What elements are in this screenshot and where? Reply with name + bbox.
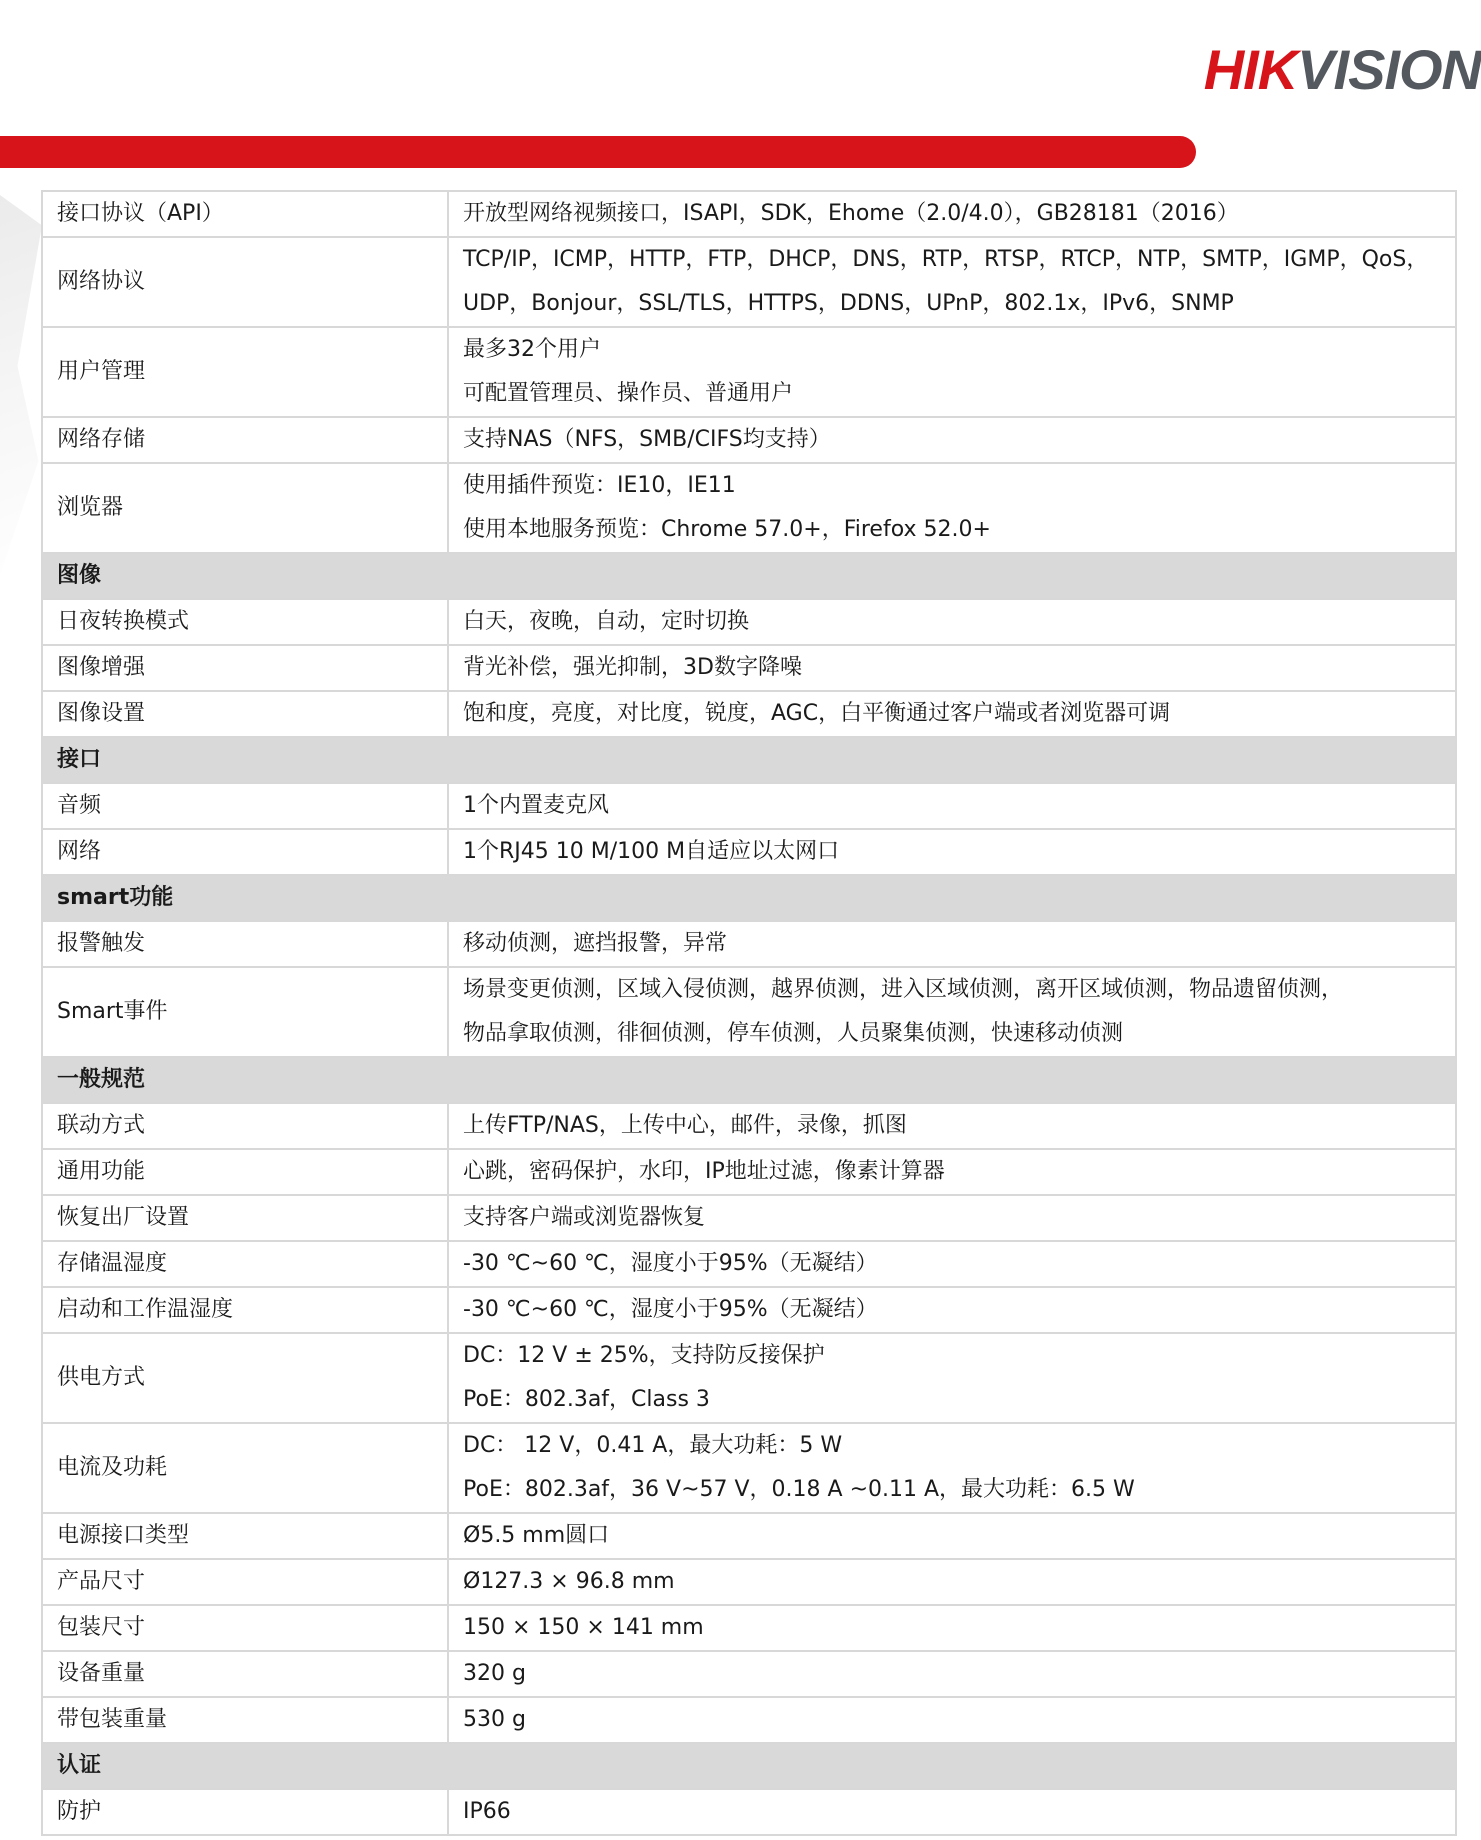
spec-value (448, 1103, 1456, 1149)
spec-row (42, 1241, 1456, 1287)
spec-row (42, 191, 1456, 237)
spec-value (448, 1149, 1456, 1195)
spec-value-line: 支持NAS（NFS，SMB/CIFS均支持） (463, 427, 831, 452)
spec-row (42, 599, 1456, 645)
spec-table-body (42, 191, 1456, 1835)
spec-row (42, 1195, 1456, 1241)
spec-label: 启动和工作温湿度 (42, 1287, 448, 1333)
logo-text-hik: HIK (1203, 38, 1298, 101)
spec-row (42, 1559, 1456, 1605)
spec-value (448, 1605, 1456, 1651)
spec-value-line: -30 ℃~60 ℃，湿度小于95%（无凝结） (463, 1251, 878, 1276)
spec-value (448, 1697, 1456, 1743)
spec-row (42, 237, 1456, 327)
section-title: 一般规范 (42, 1057, 1456, 1103)
spec-label: 用户管理 (42, 327, 448, 417)
spec-value-line: 移动侦测，遮挡报警，异常 (463, 931, 728, 956)
spec-label: 通用功能 (42, 1149, 448, 1195)
spec-label: 浏览器 (42, 463, 448, 553)
spec-value-line: PoE：802.3af，Class 3 (463, 1387, 710, 1412)
spec-label: 网络 (42, 829, 448, 875)
spec-value-line: 可配置管理员、操作员、普通用户 (463, 381, 794, 406)
spec-row (42, 1651, 1456, 1697)
spec-row (42, 921, 1456, 967)
spec-value-line: IP66 (463, 1799, 511, 1824)
spec-value-line: Ø5.5 mm圆口 (463, 1523, 610, 1548)
spec-value-line: -30 ℃~60 ℃，湿度小于95%（无凝结） (463, 1297, 878, 1322)
spec-label: 报警触发 (42, 921, 448, 967)
spec-row (42, 1789, 1456, 1835)
spec-row (42, 417, 1456, 463)
spec-value (448, 1423, 1456, 1513)
spec-row (42, 1697, 1456, 1743)
spec-value (448, 1195, 1456, 1241)
spec-value (448, 921, 1456, 967)
spec-row (42, 1605, 1456, 1651)
spec-label: 电流及功耗 (42, 1423, 448, 1513)
spec-value-line: 物品拿取侦测，徘徊侦测，停车侦测，人员聚集侦测，快速移动侦测 (463, 1021, 1124, 1046)
spec-value (448, 1333, 1456, 1423)
spec-row (42, 967, 1456, 1057)
spec-label: 联动方式 (42, 1103, 448, 1149)
section-header-row (42, 875, 1456, 921)
spec-row (42, 645, 1456, 691)
spec-value (448, 691, 1456, 737)
spec-row (42, 829, 1456, 875)
spec-value (448, 327, 1456, 417)
spec-value-line: TCP/IP，ICMP，HTTP，FTP，DHCP，DNS，RTP，RTSP，RTCP，NTP，SMTP，IGMP，QoS， (463, 247, 1429, 272)
spec-value (448, 783, 1456, 829)
section-header-row (42, 553, 1456, 599)
spec-label: 供电方式 (42, 1333, 448, 1423)
spec-value (448, 417, 1456, 463)
spec-value-line: 上传FTP/NAS，上传中心，邮件，录像，抓图 (463, 1113, 907, 1138)
spec-row (42, 783, 1456, 829)
section-title: 认证 (42, 1743, 1456, 1789)
spec-value-line: Ø127.3 × 96.8 mm (463, 1569, 675, 1594)
spec-label: 日夜转换模式 (42, 599, 448, 645)
spec-value (448, 599, 1456, 645)
spec-label: 存储温湿度 (42, 1241, 448, 1287)
spec-label: 防护 (42, 1789, 448, 1835)
spec-value-line: 1个RJ45 10 M/100 M自适应以太网口 (463, 839, 840, 864)
spec-value-line: 背光补偿，强光抑制，3D数字降噪 (463, 655, 802, 680)
spec-value (448, 237, 1456, 327)
spec-value-line: 支持客户端或浏览器恢复 (463, 1205, 706, 1230)
spec-value-line: DC： 12 V，0.41 A，最大功耗：5 W (463, 1433, 843, 1458)
spec-label: Smart事件 (42, 967, 448, 1057)
spec-value-line: 白天，夜晚，自动，定时切换 (463, 609, 750, 634)
spec-value (448, 1513, 1456, 1559)
spec-value (448, 967, 1456, 1057)
spec-value-line: DC：12 V ± 25%，支持防反接保护 (463, 1343, 825, 1368)
spec-row (42, 1149, 1456, 1195)
header-red-bar (0, 136, 1196, 168)
spec-value (448, 463, 1456, 553)
spec-value (448, 1789, 1456, 1835)
section-header-row (42, 737, 1456, 783)
spec-value-line: 使用插件预览：IE10，IE11 (463, 473, 736, 498)
spec-label: 电源接口类型 (42, 1513, 448, 1559)
spec-value (448, 1241, 1456, 1287)
spec-value-line: 使用本地服务预览：Chrome 57.0+，Firefox 52.0+ (463, 517, 991, 542)
spec-value (448, 829, 1456, 875)
spec-label: 图像增强 (42, 645, 448, 691)
spec-row (42, 1103, 1456, 1149)
spec-value (448, 1651, 1456, 1697)
spec-table (41, 190, 1457, 1836)
spec-value-line: 饱和度，亮度，对比度，锐度，AGC，白平衡通过客户端或者浏览器可调 (463, 701, 1171, 726)
spec-value-line: 150 × 150 × 141 mm (463, 1615, 704, 1640)
spec-value-line: UDP，Bonjour，SSL/TLS，HTTPS，DDNS，UPnP，802.1x，IPv6，SNMP (463, 291, 1234, 316)
spec-row (42, 1423, 1456, 1513)
spec-row (42, 1287, 1456, 1333)
spec-value-line: 心跳，密码保护，水印，IP地址过滤，像素计算器 (463, 1159, 945, 1184)
spec-label: 接口协议（API） (42, 191, 448, 237)
section-header-row (42, 1057, 1456, 1103)
spec-label: 恢复出厂设置 (42, 1195, 448, 1241)
hikvision-logo (1203, 38, 1481, 101)
spec-value-line: 1个内置麦克风 (463, 793, 609, 818)
spec-label: 设备重量 (42, 1651, 448, 1697)
spec-label: 网络存储 (42, 417, 448, 463)
logo-text-vision: VISION (1297, 38, 1481, 101)
spec-value-line: 开放型网络视频接口，ISAPI，SDK，Ehome（2.0/4.0），GB28181（2016） (463, 201, 1239, 226)
spec-label: 网络协议 (42, 237, 448, 327)
spec-value (448, 1287, 1456, 1333)
section-title: smart功能 (42, 875, 1456, 921)
spec-row (42, 691, 1456, 737)
spec-value (448, 1559, 1456, 1605)
spec-value (448, 191, 1456, 237)
section-title: 接口 (42, 737, 1456, 783)
section-title: 图像 (42, 553, 1456, 599)
spec-label: 音频 (42, 783, 448, 829)
spec-value-line: 320 g (463, 1661, 526, 1686)
spec-label: 包装尺寸 (42, 1605, 448, 1651)
spec-value (448, 645, 1456, 691)
spec-row (42, 1513, 1456, 1559)
spec-label: 带包装重量 (42, 1697, 448, 1743)
spec-value-line: 场景变更侦测，区域入侵侦测，越界侦测，进入区域侦测，离开区域侦测，物品遗留侦测， (463, 977, 1344, 1002)
spec-row (42, 327, 1456, 417)
spec-value-line: PoE：802.3af，36 V~57 V，0.18 A ~0.11 A，最大功耗：6.5 W (463, 1477, 1135, 1502)
spec-label: 产品尺寸 (42, 1559, 448, 1605)
spec-value-line: 530 g (463, 1707, 526, 1732)
spec-row (42, 1333, 1456, 1423)
spec-row (42, 463, 1456, 553)
section-header-row (42, 1743, 1456, 1789)
spec-value-line: 最多32个用户 (463, 337, 601, 362)
spec-label: 图像设置 (42, 691, 448, 737)
